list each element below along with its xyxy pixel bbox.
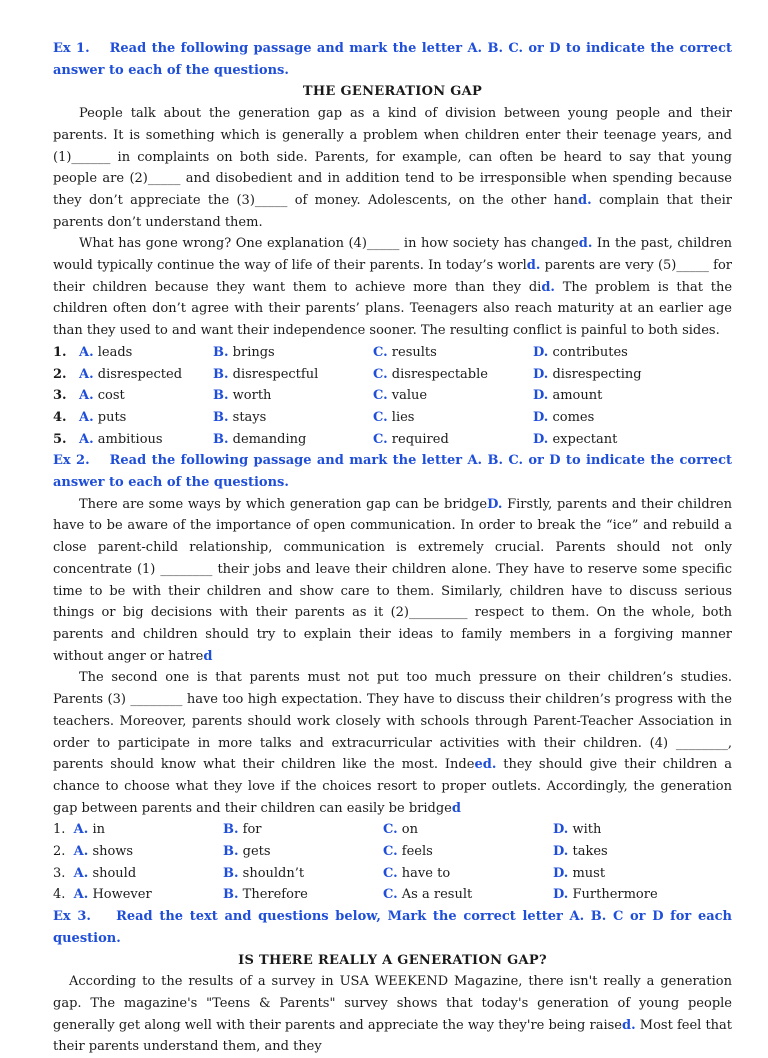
option-b[interactable]: B. disrespectful bbox=[213, 366, 319, 382]
ex3-heading bbox=[53, 906, 732, 949]
option-a[interactable]: 4. A. However bbox=[53, 887, 152, 903]
option-c[interactable]: C. As a result bbox=[383, 887, 473, 903]
ex3-instruction: Read the text and questions below, Mark the correct letter A. B. C or D for each question. bbox=[53, 909, 733, 946]
ex2-label: Ex 2. bbox=[53, 453, 90, 469]
option-a[interactable]: 2. A. shows bbox=[53, 844, 134, 860]
ex2-question-row-3 bbox=[53, 863, 732, 885]
ex1-question-row-4 bbox=[53, 407, 732, 429]
option-a[interactable]: 1. A. in bbox=[53, 822, 105, 838]
option-d[interactable]: D. amount bbox=[533, 388, 603, 404]
ex1-instruction: Read the following passage and mark the letter A. B. C. or D to indicate the correct answer to each of the questions. bbox=[53, 41, 732, 78]
ex2-question-row-2 bbox=[53, 841, 732, 863]
option-c[interactable]: C. required bbox=[373, 431, 449, 447]
option-a[interactable]: 1. A. leads bbox=[53, 344, 133, 360]
ex2-question-row-1 bbox=[53, 819, 732, 841]
option-b[interactable]: B. for bbox=[223, 822, 262, 838]
option-b[interactable]: B. shouldn’t bbox=[223, 865, 305, 881]
option-d[interactable]: D. with bbox=[553, 822, 602, 838]
option-a[interactable]: 3. A. should bbox=[53, 865, 137, 881]
ex2-paragraph-2: The second one is that parents must not put too much pressure on their children’s studies. Parents (3) ________ have too high expectation. They have to discuss their children’s progress with the teachers. Moreover, parents should work closely with schools through Parent-Teacher Association in order to participate in more talks and extracurricular activities with their children. (4) ________, parents should know what their children like the most. Indeed. they should give their children a chance to choose what they love if the choices resort to proper outlets. Accordingly, the generation gap between parents and their children can easily be bridged bbox=[53, 670, 732, 816]
option-b[interactable]: B. demanding bbox=[213, 431, 307, 447]
option-c[interactable]: C. on bbox=[383, 822, 418, 838]
ex3-title: IS THERE REALLY A GENERATION GAP? bbox=[238, 952, 547, 968]
ex1-heading bbox=[53, 38, 732, 81]
ex2-instruction: Read the following passage and mark the letter A. B. C. or D to indicate the correct answer to each of the questions. bbox=[53, 453, 732, 491]
ex1-paragraph-1: People talk about the generation gap as a kind of division between young people and their parents. It is something which is generally a problem when children enter their teenage years, and (1)______ in complaints on both side. Parents, for example, can often be heard to say that young people are (2)_____ and disobedient and in addition tend to be irresponsible when spending because they don’t appreciate the (3)_____ of money. Adolescents, on the other hand. complain that their parents don’t understand them. bbox=[53, 106, 733, 230]
option-b[interactable]: B. Therefore bbox=[223, 887, 308, 903]
ex1-question-list bbox=[53, 342, 732, 451]
option-a[interactable]: 2. A. disrespected bbox=[53, 366, 183, 382]
option-d[interactable]: D. must bbox=[553, 865, 606, 881]
option-c[interactable]: C. disrespectable bbox=[373, 366, 488, 382]
option-b[interactable]: B. worth bbox=[213, 388, 272, 404]
option-c[interactable]: C. have to bbox=[383, 865, 451, 881]
option-d[interactable]: D. Furthermore bbox=[553, 887, 658, 903]
ex1-question-row-2 bbox=[53, 364, 732, 386]
option-b[interactable]: B. gets bbox=[223, 844, 271, 860]
option-d[interactable]: D. disrespecting bbox=[533, 366, 642, 382]
option-a[interactable]: 3. A. cost bbox=[53, 388, 125, 404]
option-d[interactable]: D. takes bbox=[553, 844, 608, 860]
ex2-paragraph-1: There are some ways by which generation gap can be bridgeD. Firstly, parents and their children have to be aware of the importance of open communication. In order to break the “ice” and rebuild a close parent-child relationship, communication is extremely crucial. Parents should not only concentrate (1) ________ their jobs and leave their children alone. They have to reserve some specific time to be with their children and show care to them. Similarly, children have to discuss serious things or big decisions with their parents as it (2)_________ respect to them. On the whole, both parents and children should try to explain their ideas to family members in a forgiving manner without anger or hatred bbox=[53, 496, 732, 664]
option-c[interactable]: C. results bbox=[373, 344, 437, 360]
ex1-question-row-1 bbox=[53, 342, 732, 364]
option-d[interactable]: D. contributes bbox=[533, 344, 628, 360]
option-c[interactable]: C. lies bbox=[373, 409, 415, 425]
ex1-question-row-5 bbox=[53, 429, 732, 451]
ex1-title: THE GENERATION GAP bbox=[302, 84, 483, 100]
ex1-paragraph-2: What has gone wrong? One explanation (4)_____ in how society has changed. In the past, children would typically continue the way of life of their parents. In today’s world. parents are very (5)_____ for their children because they want them to achieve more than they did. The problem is that the children often don’t agree with their parents’ plans. Teenagers also reach maturity at an earlier age than they used to and want their independence sooner. The resulting conflict is painful to both sides. bbox=[53, 236, 733, 339]
option-b[interactable]: B. brings bbox=[213, 344, 275, 360]
option-b[interactable]: B. stays bbox=[213, 409, 267, 425]
option-a[interactable]: 5. A. ambitious bbox=[53, 431, 163, 447]
option-d[interactable]: D. expectant bbox=[533, 431, 618, 447]
ex1-question-row-3 bbox=[53, 385, 732, 407]
ex1-label: Ex 1. bbox=[53, 41, 90, 56]
ex2-question-row-4 bbox=[53, 884, 732, 906]
ex2-question-list bbox=[53, 819, 732, 906]
option-a[interactable]: 4. A. puts bbox=[53, 409, 127, 425]
ex2-heading bbox=[53, 450, 732, 493]
ex3-paragraph-1: According to the results of a survey in USA WEEKEND Magazine, there isn't really a generation gap. The magazine's "Teens & Parents" survey shows that today's generation of young people generally get along well with their parents and appreciate the way they're being raised. Most feel that their parents understand them, and they bbox=[53, 974, 733, 1055]
option-c[interactable]: C. feels bbox=[383, 844, 433, 860]
option-c[interactable]: C. value bbox=[373, 388, 428, 404]
option-d[interactable]: D. comes bbox=[533, 409, 595, 425]
ex3-label: Ex 3. bbox=[53, 909, 91, 925]
